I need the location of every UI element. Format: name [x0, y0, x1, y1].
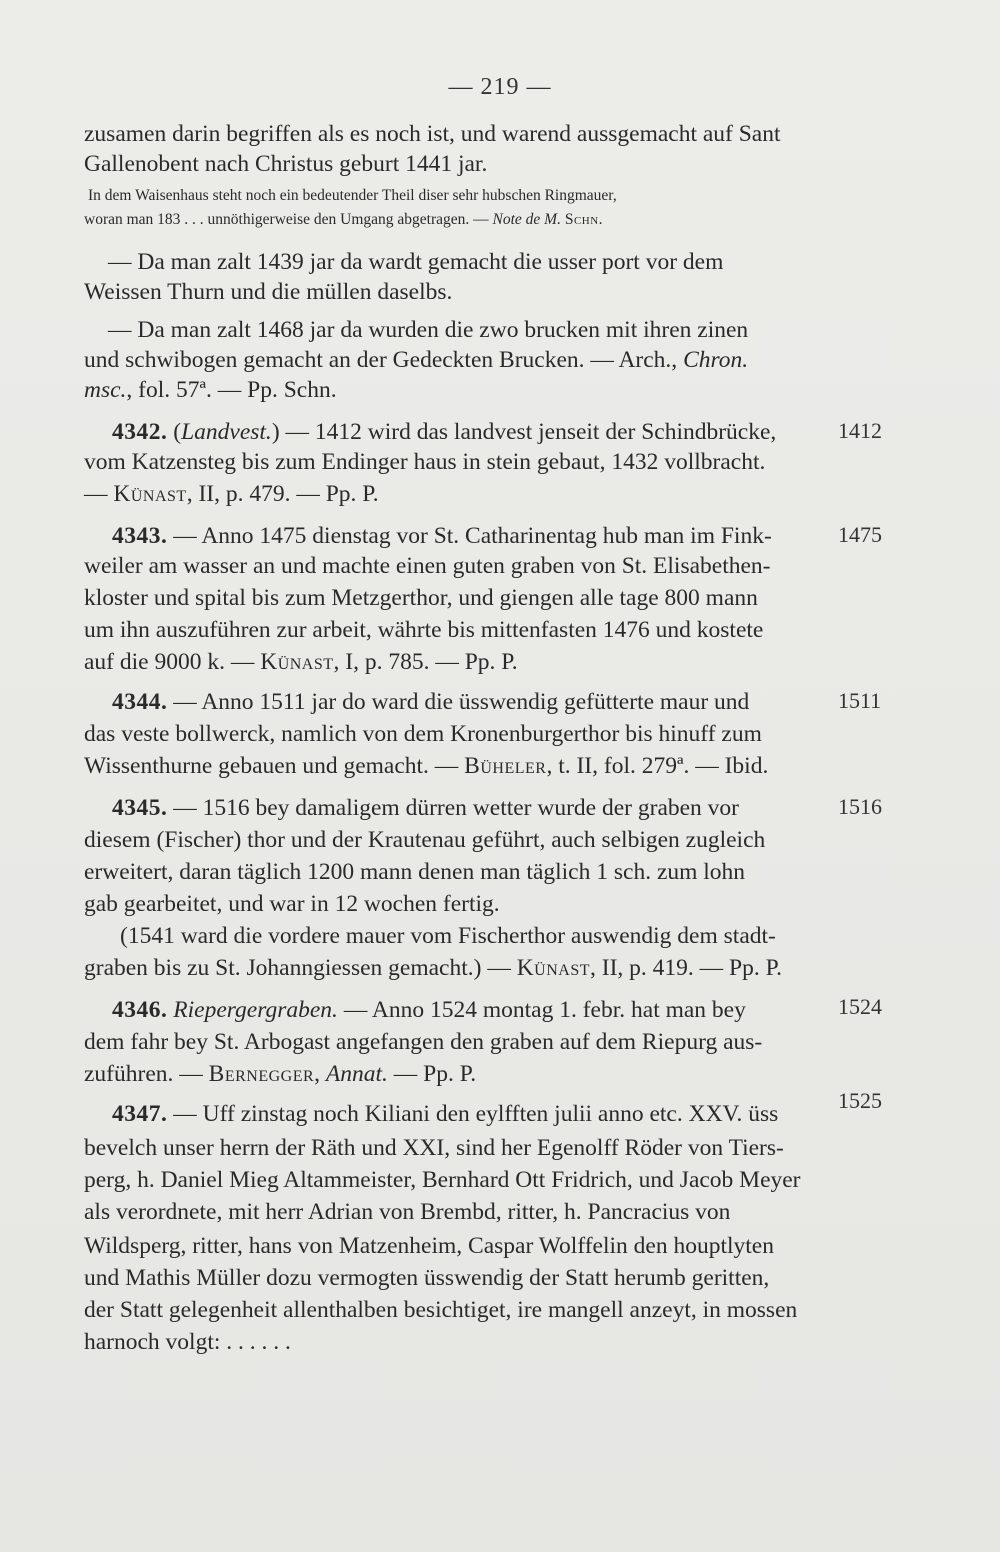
text-line: (1541 ward die vordere mauer vom Fischerthor auswendig dem stadt- [120, 923, 776, 949]
author-span: Künast [516, 955, 591, 981]
text-line: als verordnete, mit herr Adrian von Brembd, ritter, h. Pancracius von [84, 1199, 731, 1225]
text-line [84, 1060, 476, 1088]
text-line: harnoch volgt: . . . . . . [84, 1329, 291, 1355]
text-line: Weissen Thurn und die müllen daselbs. [84, 279, 453, 305]
entry-number: 4347. [112, 1101, 168, 1127]
text-span: graben bis zu St. Johanngiessen gemacht.) — [84, 955, 517, 981]
entry-number: 4343. [112, 523, 168, 549]
text-line: weiler am wasser an und machte einen guten graben von St. Elisabethen- [84, 553, 771, 579]
entry-number: 4344. [112, 689, 168, 715]
text-line [84, 752, 768, 780]
text-span: — Pp. P. [387, 1061, 477, 1087]
entry-4345-line [112, 794, 739, 822]
text-span: und schwibogen gemacht an der Gedeckten Brucken. — Arch., [84, 347, 684, 373]
author-span: Künast [260, 649, 334, 675]
text-line: dem fahr bey St. Arbogast angefangen den graben auf dem Riepurg aus- [84, 1029, 763, 1055]
text-span: ( [167, 419, 182, 445]
entry-number: 4346. [112, 997, 168, 1023]
text-line [84, 376, 337, 404]
text-line: Wildsperg, ritter, hans von Matzenheim, Caspar Wolffelin den houptlyten [84, 1233, 774, 1259]
author-span: Büheler [464, 753, 547, 779]
page-number: — 219 — [448, 74, 552, 100]
text-span: — Anno 1511 jar do ward die üsswendig gefütterte maur und [167, 689, 750, 715]
text-line: — Da man zalt 1439 jar da wardt gemacht die usser port vor dem [108, 249, 724, 275]
text-span: , II, p. 419. — Pp. P. [590, 955, 782, 981]
note-text: woran man 183 . . . unnöthigerweise den Umgang abgetragen. — [84, 211, 493, 228]
text-line: zusamen darin begriffen als es noch ist, und warend aussgemacht auf Sant [84, 121, 781, 147]
margin-year: 1516 [838, 794, 882, 819]
italic-span: Riepergergraben. [173, 997, 338, 1023]
note-source: Note de M. [492, 211, 565, 228]
entry-4346-line [112, 996, 746, 1024]
text-line: das veste bollwerck, namlich von dem Kronenburgerthor bis hinuff zum [84, 721, 762, 747]
text-line: und Mathis Müller dozu vermogten üsswendig der Statt herumb geritten, [84, 1265, 770, 1291]
text-line [84, 648, 518, 676]
text-line: perg, h. Daniel Mieg Altammeister, Bernhard Ott Fridrich, und Jacob Meyer [84, 1167, 801, 1193]
italic-span: Annat. [325, 1061, 388, 1087]
entry-number: 4345. [112, 795, 168, 821]
text-span: , I, p. 785. — Pp. P. [333, 649, 518, 675]
text-span: Wissenthurne gebauen und gemacht. — [84, 753, 465, 779]
entry-4347-line [112, 1100, 778, 1128]
text-span: auf die 9000 k. — [84, 649, 261, 675]
margin-year: 1412 [838, 418, 882, 443]
text-line: vom Katzensteg bis zum Endinger haus in stein gebaut, 1432 vollbracht. [84, 449, 766, 475]
text-span: zuführen. — [84, 1061, 209, 1087]
note-line [84, 210, 603, 230]
author-span: Künast [113, 481, 187, 507]
text-span: , II, p. 479. — Pp. P. [186, 481, 379, 507]
text-line: um ihn auszuführen zur arbeit, währte bis mittenfasten 1476 und kostete [84, 617, 764, 643]
note-author: Schn. [564, 211, 604, 228]
margin-year: 1525 [838, 1088, 882, 1113]
text-line: kloster und spital bis zum Metzgerthor, und giengen alle tage 800 mann [84, 585, 758, 611]
margin-year: 1511 [838, 688, 882, 713]
note-line: In dem Waisenhaus steht noch ein bedeutender Theil diser sehr hubschen Ringmauer, [88, 187, 617, 204]
text-span: — [84, 481, 114, 507]
text-span: — Anno 1524 montag 1. febr. hat man bey [337, 997, 746, 1023]
text-line: erweitert, daran täglich 1200 mann denen man täglich 1 sch. zum lohn [84, 859, 746, 885]
text-span: ) — 1412 wird das landvest jenseit der Schindbrücke, [271, 419, 777, 445]
margin-year: 1475 [838, 522, 882, 547]
italic-span: Landvest. [181, 419, 272, 445]
author-span: Bernegger [208, 1061, 315, 1087]
text-span: — 1516 bey damaligem dürren wetter wurde der graben vor [167, 795, 740, 821]
text-line: — Da man zalt 1468 jar da wurden die zwo brucken mit ihren zinen [108, 317, 749, 343]
entry-4344-line [112, 688, 749, 716]
text-line: diesem (Fischer) thor und der Krautenau geführt, auch selbigen zugleich [84, 827, 766, 853]
text-line [84, 480, 379, 508]
italic-span: msc. [84, 377, 127, 403]
margin-year: 1524 [838, 994, 882, 1019]
text-span: — Uff zinstag noch Kiliani den eylfften julii anno etc. XXV. üss [167, 1101, 779, 1127]
entry-number: 4342. [112, 419, 168, 445]
text-span: , fol. 57ª. — Pp. Schn. [126, 377, 337, 403]
text-span: , [314, 1061, 326, 1087]
text-line: gab gearbeitet, und war in 12 wochen fertig. [84, 891, 500, 917]
entry-4343-line [112, 522, 772, 550]
text-line [84, 954, 782, 982]
entry-4342-line [112, 418, 776, 446]
text-line: Gallenobent nach Christus geburt 1441 jar. [84, 151, 488, 177]
text-line: der Statt gelegenheit allenthalben besichtiget, ire mangell anzeyt, in mossen [84, 1297, 798, 1323]
italic-span: Chron. [683, 347, 749, 373]
text-span: — Anno 1475 dienstag vor St. Catharinentag hub man im Fink- [167, 523, 772, 549]
text-line [84, 346, 748, 374]
text-line: bevelch unser herrn der Räth und XXI, sind her Egenolff Röder von Tiers- [84, 1135, 784, 1161]
text-span: , t. II, fol. 279ª. — Ibid. [546, 753, 769, 779]
